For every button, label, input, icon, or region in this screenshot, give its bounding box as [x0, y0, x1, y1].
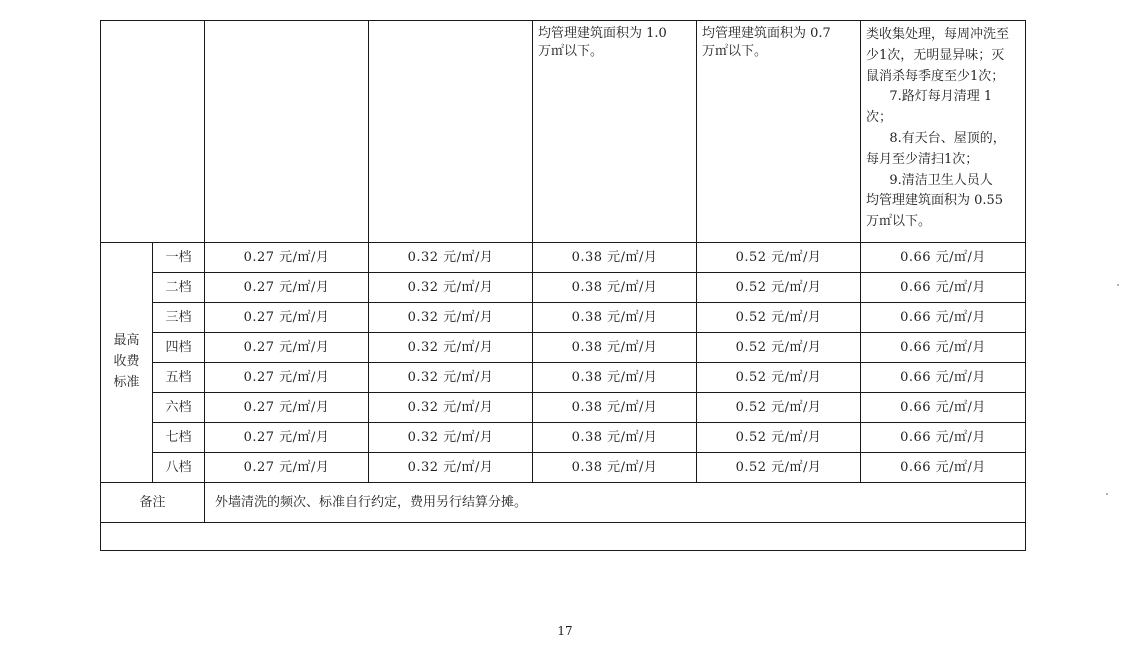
- description-line: 9.清洁卫生人员人: [889, 172, 993, 188]
- description-line: 类收集处理，每周冲洗至: [866, 27, 1010, 42]
- fee-row: [101, 273, 1026, 303]
- fee-cell: 0.27 元/㎡/月: [205, 363, 369, 393]
- fee-cell: 0.38 元/㎡/月: [533, 423, 697, 453]
- fee-cell: 0.32 元/㎡/月: [369, 453, 533, 483]
- fee-cell: 0.38 元/㎡/月: [533, 333, 697, 363]
- description-line: 均管理建筑面积为 1.0: [538, 26, 667, 41]
- fee-cell: 0.27 元/㎡/月: [205, 423, 369, 453]
- fee-cell: 0.52 元/㎡/月: [697, 393, 861, 423]
- description-line: 8.有天台、屋顶的，: [889, 130, 1006, 146]
- empty-cell: [205, 21, 369, 243]
- fee-cell: 0.27 元/㎡/月: [205, 243, 369, 273]
- fee-standard-table: [100, 20, 1026, 551]
- fee-cell: 0.27 元/㎡/月: [205, 303, 369, 333]
- remark-label: 备注: [101, 483, 205, 523]
- page-number: 17: [557, 624, 573, 638]
- fee-row: [101, 453, 1026, 483]
- fee-cell: 0.32 元/㎡/月: [369, 243, 533, 273]
- empty-cell: [101, 21, 205, 243]
- description-line: 均管理建筑面积为 0.55: [866, 193, 1004, 209]
- remark-row: [101, 483, 1026, 523]
- description-line: 次；: [866, 110, 893, 126]
- fee-cell: 0.52 元/㎡/月: [697, 243, 861, 273]
- fee-cell: 0.52 元/㎡/月: [697, 303, 861, 333]
- fee-cell: 0.66 元/㎡/月: [861, 453, 1026, 483]
- empty-cell: [101, 523, 1026, 551]
- fee-row: [101, 333, 1026, 363]
- fee-section-label: [101, 243, 153, 483]
- level4-description-cell: [697, 21, 861, 243]
- blank-row: [101, 523, 1026, 551]
- fee-cell: 0.32 元/㎡/月: [369, 363, 533, 393]
- description-line: 7.路灯每月清理 1: [889, 89, 993, 105]
- fee-section-label-line: 收费: [113, 354, 140, 370]
- fee-cell: 0.52 元/㎡/月: [697, 273, 861, 303]
- fee-cell: 0.52 元/㎡/月: [697, 423, 861, 453]
- fee-cell: 0.32 元/㎡/月: [369, 303, 533, 333]
- remark-text: 外墙清洗的频次、标准自行约定，费用另行结算分摊。: [205, 483, 1026, 523]
- fee-section-label-line: 标准: [113, 374, 140, 390]
- fee-cell: 0.66 元/㎡/月: [861, 243, 1026, 273]
- tier-label: 八档: [153, 453, 205, 483]
- fee-cell: 0.66 元/㎡/月: [861, 333, 1026, 363]
- tier-label: 一档: [153, 243, 205, 273]
- fee-cell: 0.66 元/㎡/月: [861, 363, 1026, 393]
- tier-label: 七档: [153, 423, 205, 453]
- fee-cell: 0.32 元/㎡/月: [369, 273, 533, 303]
- fee-cell: 0.66 元/㎡/月: [861, 393, 1026, 423]
- fee-cell: 0.38 元/㎡/月: [533, 273, 697, 303]
- description-line: 均管理建筑面积为 0.7: [702, 26, 831, 41]
- tier-label: 二档: [153, 273, 205, 303]
- fee-cell: 0.38 元/㎡/月: [533, 243, 697, 273]
- scan-speck: [1106, 493, 1108, 495]
- fee-cell: 0.66 元/㎡/月: [861, 303, 1026, 333]
- scan-speck: [1117, 284, 1119, 286]
- fee-section-label-line: 最高: [113, 333, 140, 349]
- description-line: 每月至少清扫1次；: [866, 151, 979, 167]
- fee-cell: 0.27 元/㎡/月: [205, 333, 369, 363]
- empty-cell: [369, 21, 533, 243]
- fee-cell: 0.66 元/㎡/月: [861, 273, 1026, 303]
- fee-cell: 0.38 元/㎡/月: [533, 453, 697, 483]
- fee-row: [101, 423, 1026, 453]
- fee-row: [101, 363, 1026, 393]
- fee-cell: 0.27 元/㎡/月: [205, 393, 369, 423]
- level5-description-cell: [861, 21, 1026, 243]
- tier-label: 四档: [153, 333, 205, 363]
- fee-cell: 0.38 元/㎡/月: [533, 393, 697, 423]
- service-description-row: [101, 21, 1026, 243]
- fee-cell: 0.27 元/㎡/月: [205, 453, 369, 483]
- description-line: 鼠消杀每季度至少1次；: [866, 68, 1005, 84]
- fee-cell: 0.66 元/㎡/月: [861, 423, 1026, 453]
- fee-row: [101, 243, 1026, 273]
- fee-cell: 0.32 元/㎡/月: [369, 423, 533, 453]
- description-line: 万㎡以下。: [866, 214, 932, 230]
- fee-cell: 0.52 元/㎡/月: [697, 363, 861, 393]
- fee-cell: 0.52 元/㎡/月: [697, 333, 861, 363]
- tier-label: 六档: [153, 393, 205, 423]
- description-line: 万㎡以下。: [702, 43, 768, 59]
- description-line: 少1次，无明显异味；灭: [866, 47, 1005, 63]
- fee-cell: 0.27 元/㎡/月: [205, 273, 369, 303]
- fee-row: [101, 303, 1026, 333]
- description-line: 万㎡以下。: [538, 43, 604, 59]
- fee-cell: 0.32 元/㎡/月: [369, 393, 533, 423]
- fee-cell: 0.38 元/㎡/月: [533, 363, 697, 393]
- level3-description-cell: [533, 21, 697, 243]
- fee-cell: 0.52 元/㎡/月: [697, 453, 861, 483]
- tier-label: 五档: [153, 363, 205, 393]
- tier-label: 三档: [153, 303, 205, 333]
- fee-cell: 0.32 元/㎡/月: [369, 333, 533, 363]
- fee-cell: 0.38 元/㎡/月: [533, 303, 697, 333]
- fee-row: [101, 393, 1026, 423]
